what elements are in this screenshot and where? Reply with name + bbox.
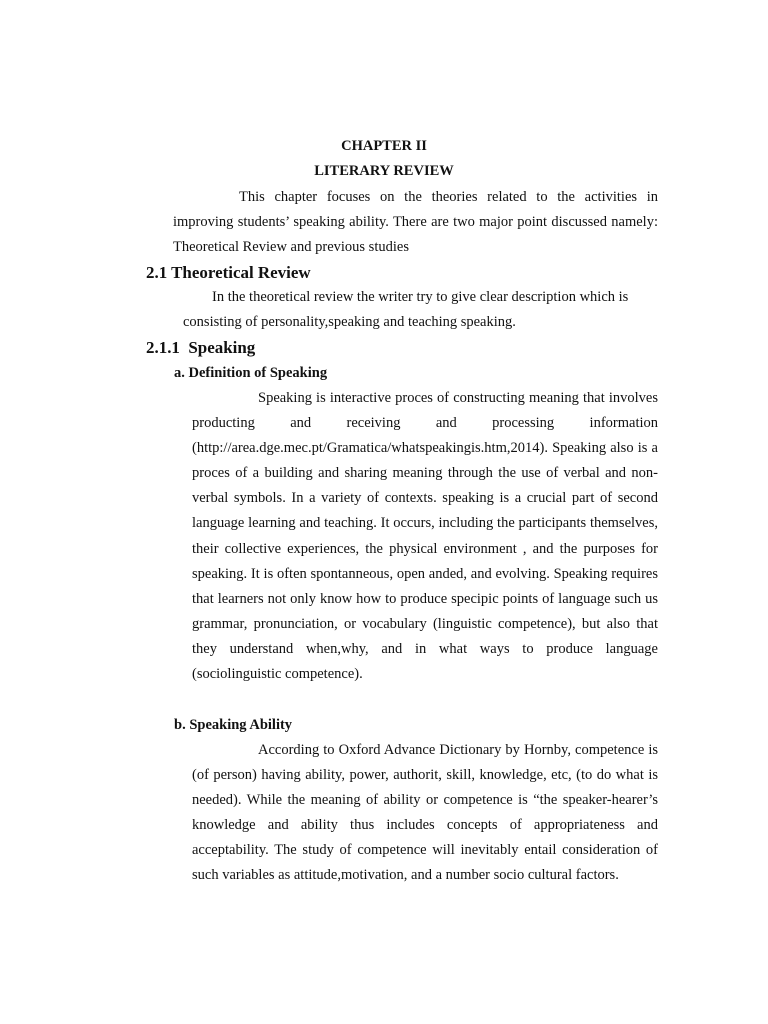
definition-of-speaking-heading: a. Definition of Speaking	[174, 365, 328, 381]
theoretical-review-line-1: In the theoretical review the writer try to give clear description which is	[212, 289, 629, 305]
section-2-1-1-heading: 2.1.1 Speaking	[146, 338, 256, 357]
intro-paragraph: This chapter focuses on the theories related to the activities in improving students’ speaking ability. There are two major point discussed namely: Theoretical Review and previous studies	[173, 189, 658, 256]
section-2-1-heading: 2.1 Theoretical Review	[146, 263, 311, 282]
speaking-ability-paragraph: According to Oxford Advance Dictionary by Hornby, competence is (of person) having ability, power, authorit, skill, knowledge, etc, (to do what is needed). While the meaning of ability or competence is “the speaker-hearer’s knowledge and ability thus includes concepts of appropriateness and acceptability. The study of competence will inevitably entail consideration of such variables as attitude,motivation, and a number socio cultural factors.	[192, 742, 658, 884]
theoretical-review-line-2: consisting of personality,speaking and teaching speaking.	[183, 314, 516, 330]
chapter-number: CHAPTER II	[341, 138, 427, 154]
definition-of-speaking-paragraph: Speaking is interactive proces of constructing meaning that involves producting and receiving and processing information (http://area.dge.mec.pt/Gramatica/whatspeakingis.htm,2014). Speaking also is a proces of a building and sharing meaning through the use of verbal and non-verbal symbols. In a variety of contexts. speaking is a crucial part of second language learning and teaching. It occurs, including the participants themselves, their collective experiences, the physical environment , and the purposes for speaking. It is often spontanneous, open anded, and evolving. Speaking requires that learners not only know how to produce specipic points of language such us grammar, pronunciation, or vocabulary (linguistic competence), but also that they understand when,why, and in what ways to produce language (sociolinguistic competence).	[192, 390, 658, 683]
speaking-ability-heading: b. Speaking Ability	[174, 717, 293, 733]
chapter-title: LITERARY REVIEW	[314, 163, 454, 179]
